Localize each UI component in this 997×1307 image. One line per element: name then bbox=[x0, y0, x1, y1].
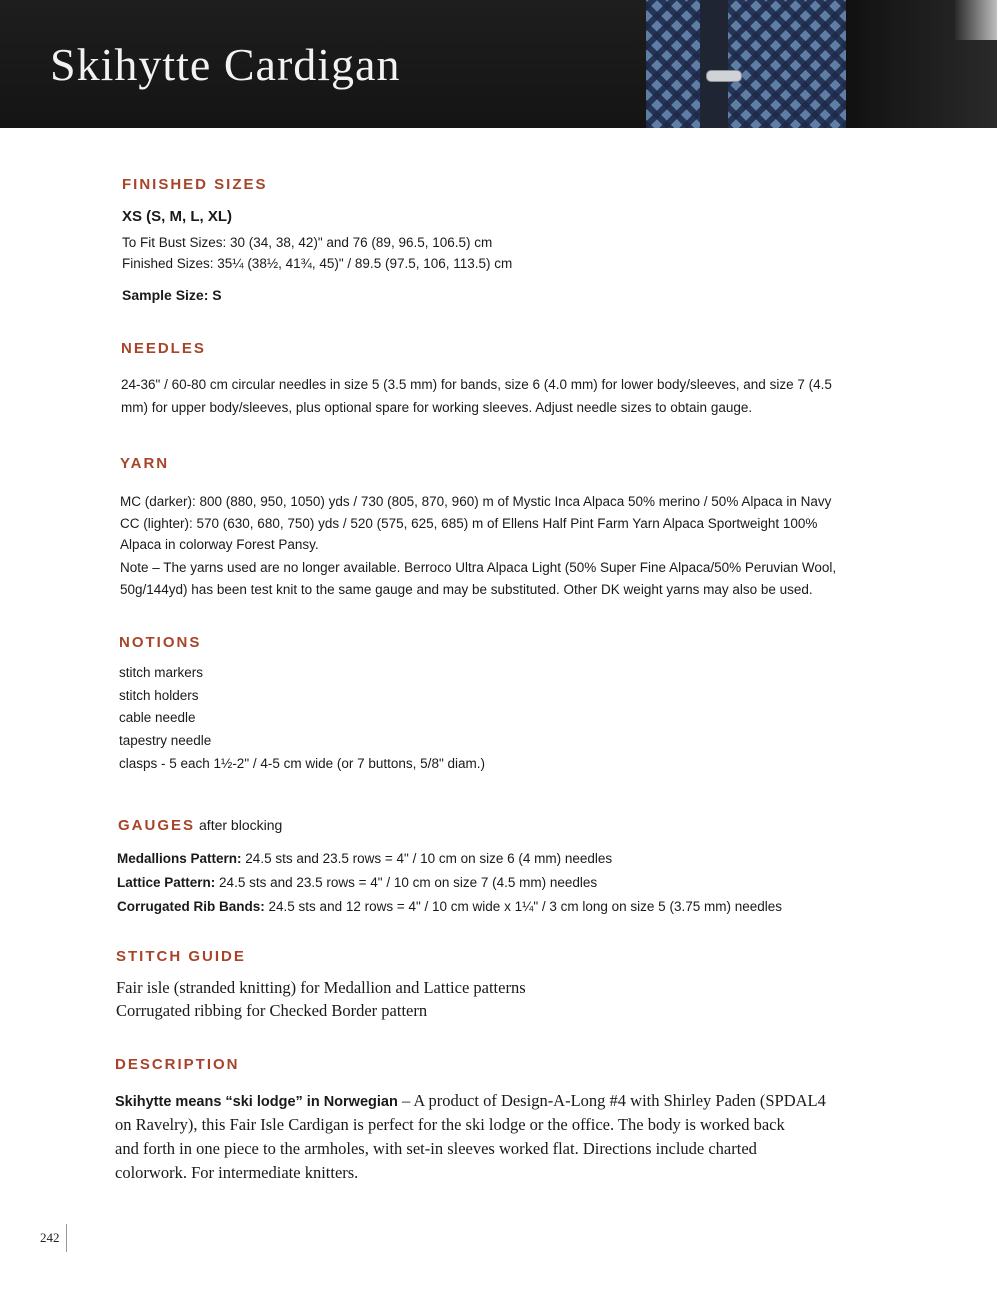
gauges-heading-label: GAUGES bbox=[118, 817, 196, 834]
yarn-line: 50g/144yd) has been test knit to the same gauge and may be substituted. Other DK weight yarns may also be used. bbox=[120, 582, 813, 597]
stitch-guide-line: Corrugated ribbing for Checked Border pattern bbox=[116, 1001, 428, 1020]
finished-measurements: Finished Sizes: 35¼ (38½, 41¾, 45)" / 89.5 (97.5, 106, 113.5) cm bbox=[122, 256, 513, 271]
notion-item: tapestry needle bbox=[119, 733, 212, 748]
gauge-row bbox=[117, 875, 597, 890]
description-line bbox=[115, 1091, 826, 1111]
yarn-line: Alpaca in colorway Forest Pansy. bbox=[120, 537, 319, 552]
yarn-line: Note – The yarns used are no longer available. Berroco Ultra Alpaca Light (50% Super Fine Alpaca/50% Peruvian Wool, bbox=[120, 560, 837, 575]
gauge-text: 24.5 sts and 12 rows = 4" / 10 cm wide x 1¼" / 3 cm long on size 5 (3.75 mm) needles bbox=[268, 899, 782, 914]
yarn-line: MC (darker): 800 (880, 950, 1050) yds / 730 (805, 870, 960) m of Mystic Inca Alpaca 50% merino / 50% Alpaca in Navy bbox=[120, 494, 832, 509]
page-fold bbox=[955, 0, 997, 40]
notion-item: clasps - 5 each 1½-2" / 4-5 cm wide (or 7 buttons, 5/8" diam.) bbox=[119, 756, 485, 771]
gauge-text: 24.5 sts and 23.5 rows = 4" / 10 cm on size 7 (4.5 mm) needles bbox=[219, 875, 598, 890]
notions-heading: NOTIONS bbox=[119, 634, 202, 651]
gauge-text: 24.5 sts and 23.5 rows = 4" / 10 cm on size 6 (4 mm) needles bbox=[245, 851, 613, 866]
gauges-heading bbox=[118, 817, 282, 834]
header-banner bbox=[0, 0, 997, 128]
yarn-heading: YARN bbox=[120, 455, 170, 472]
cardigan-front-band bbox=[700, 0, 728, 128]
gauge-label: Lattice Pattern: bbox=[117, 875, 216, 890]
page-title: Skihytte Cardigan bbox=[50, 39, 401, 90]
sample-size: Sample Size: S bbox=[122, 287, 222, 303]
stitch-guide-heading: STITCH GUIDE bbox=[116, 948, 246, 965]
gauge-row bbox=[117, 851, 612, 866]
description-line: colorwork. For intermediate knitters. bbox=[115, 1163, 359, 1182]
description-heading: DESCRIPTION bbox=[115, 1056, 240, 1073]
notion-item: cable needle bbox=[119, 710, 196, 725]
notion-item: stitch holders bbox=[119, 688, 199, 703]
sizes-list: XS (S, M, L, XL) bbox=[122, 208, 233, 225]
to-fit-sizes: To Fit Bust Sizes: 30 (34, 38, 42)" and 76 (89, 96.5, 106.5) cm bbox=[122, 235, 493, 250]
needles-heading: NEEDLES bbox=[121, 340, 206, 357]
needles-line-2: mm) for upper body/sleeves, plus optional spare for working sleeves. Adjust needle sizes to obtain gauge. bbox=[121, 400, 753, 415]
clasp-icon bbox=[706, 70, 742, 82]
description-lead: Skihytte means “ski lodge” in Norwegian bbox=[115, 1094, 398, 1110]
needles-line-1: 24-36" / 60-80 cm circular needles in size 5 (3.5 mm) for bands, size 6 (4.0 mm) for lower body/sleeves, and size 7 (4.5 bbox=[121, 377, 832, 392]
page-number-divider bbox=[66, 1224, 67, 1252]
gauge-row bbox=[117, 899, 782, 914]
gauge-label: Medallions Pattern: bbox=[117, 851, 242, 866]
stitch-guide-line: Fair isle (stranded knitting) for Medallion and Lattice patterns bbox=[116, 978, 526, 997]
page-number: 242 bbox=[40, 1230, 60, 1245]
yarn-line: CC (lighter): 570 (630, 680, 750) yds / 520 (575, 625, 685) m of Ellens Half Pint Farm Yarn Alpaca Sportweight 100% bbox=[120, 516, 818, 531]
gauges-heading-note: after blocking bbox=[199, 817, 283, 833]
finished-sizes-heading: FINISHED SIZES bbox=[122, 176, 268, 193]
gauge-label: Corrugated Rib Bands: bbox=[117, 899, 265, 914]
description-line: on Ravelry), this Fair Isle Cardigan is perfect for the ski lodge or the office. The body is worked back bbox=[115, 1115, 785, 1134]
description-line-1-rest: – A product of Design-A-Long #4 with Shirley Paden (SPDAL4 bbox=[397, 1091, 826, 1110]
cardigan-photo bbox=[646, 0, 846, 128]
description-line: and forth in one piece to the armholes, with set-in sleeves worked flat. Directions include charted bbox=[115, 1139, 757, 1158]
notion-item: stitch markers bbox=[119, 665, 204, 680]
